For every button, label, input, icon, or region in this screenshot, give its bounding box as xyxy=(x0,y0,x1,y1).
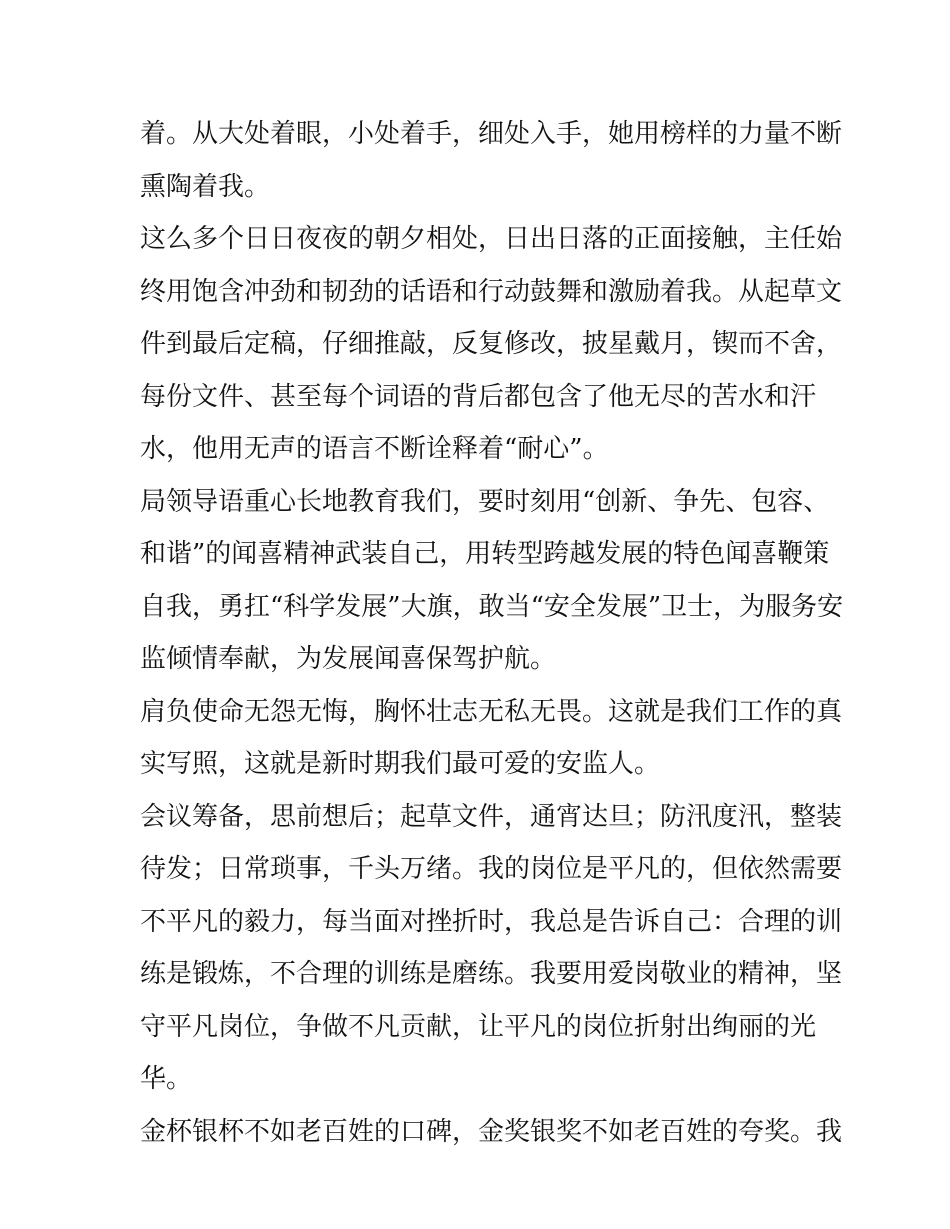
text-line: 肩负使命无怨无悔，胸怀壮志无私无畏。这就是我们工作的真 xyxy=(140,696,843,727)
text-line: 和谐”的闻喜精神武装自己，用转型跨越发展的特色闻喜鞭策 xyxy=(140,539,830,569)
text-line: 水，他用无声的语言不断诠释着“耐心”。 xyxy=(140,434,609,464)
text-line: 局领导语重心长地教育我们，要时刻用“创新、争先、包容、 xyxy=(140,486,830,517)
text-line: 会议筹备，思前想后；起草文件，通宵达旦；防汛度汛，整装 xyxy=(140,801,843,832)
text-line: 着。从大处着眼，小处着手，细处入手，她用榜样的力量不断 xyxy=(140,119,843,149)
paragraph-1 xyxy=(140,108,843,213)
text-line: 守平凡岗位，争做不凡贡献，让平凡的岗位折射出绚丽的光 xyxy=(140,1011,817,1042)
text-line: 监倾情奉献，为发展闻喜保驾护航。 xyxy=(140,644,557,674)
text-line: 终用饱含冲劲和韧劲的话语和行动鼓舞和激励着我。从起草文 xyxy=(140,276,843,307)
paragraph-3 xyxy=(140,476,844,686)
paragraph-4 xyxy=(140,686,843,791)
text-line: 待发；日常琐事，千头万绪。我的岗位是平凡的，但依然需要 xyxy=(140,854,843,884)
paragraph-6 xyxy=(140,1106,843,1159)
text-line: 不平凡的毅力，每当面对挫折时，我总是告诉自己：合理的训 xyxy=(140,906,843,937)
text-line: 这么多个日日夜夜的朝夕相处，日出日落的正面接触，主任始 xyxy=(140,224,843,254)
text-line: 自我，勇扛“科学发展”大旗，敢当“安全发展”卫士，为服务安 xyxy=(140,591,844,622)
text-line: 实写照，这就是新时期我们最可爱的安监人。 xyxy=(140,749,661,779)
text-line: 练是锻炼，不合理的训练是磨练。我要用爱岗敬业的精神，坚 xyxy=(140,959,843,989)
text-line: 熏陶着我。 xyxy=(140,171,271,202)
text-line: 华。 xyxy=(140,1064,193,1094)
paragraph-5 xyxy=(140,791,843,1106)
text-line: 件到最后定稿，仔细推敲，反复修改，披星戴月，锲而不舍， xyxy=(140,329,843,359)
text-line: 金杯银杯不如老百姓的口碑，金奖银奖不如老百姓的夸奖。我 xyxy=(140,1116,843,1147)
document-body xyxy=(140,108,844,1158)
text-line: 每份文件、甚至每个词语的背后都包含了他无尽的苦水和汗 xyxy=(140,381,817,412)
paragraph-2 xyxy=(140,213,843,476)
